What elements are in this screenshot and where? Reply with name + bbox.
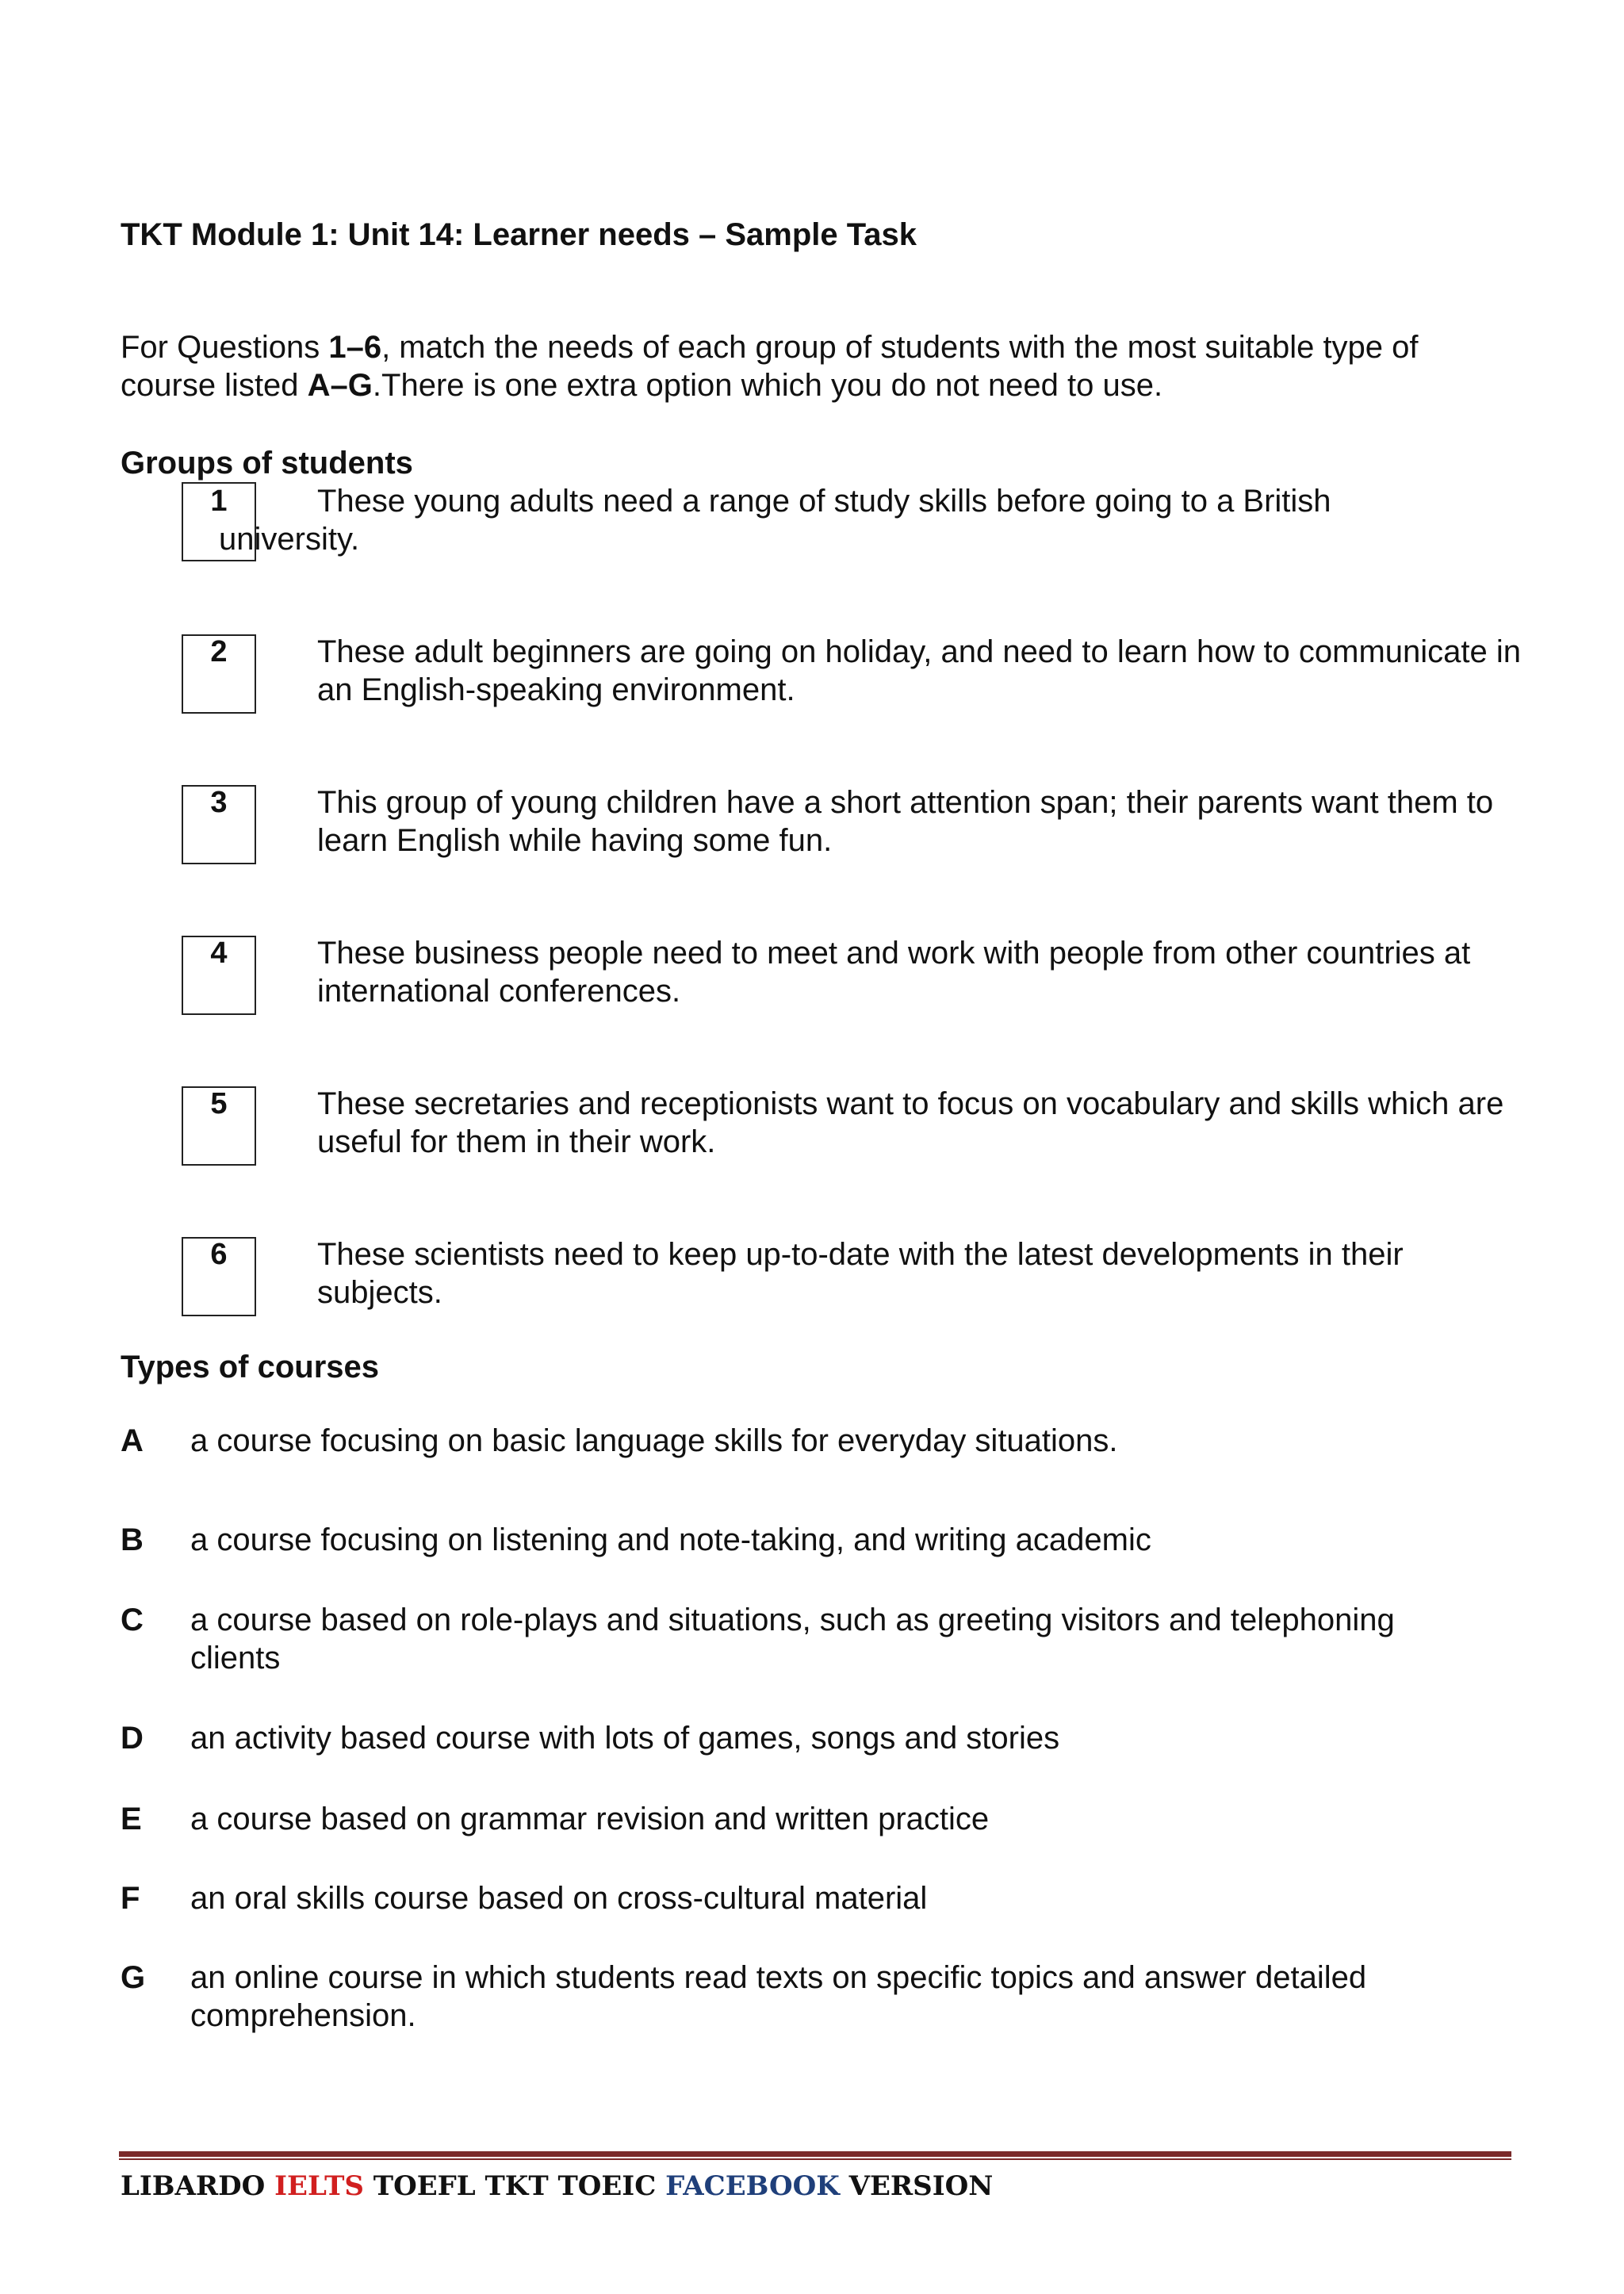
instructions-question-range: 1–6 [328,330,382,365]
question-text: These scientists need to keep up-to-date with the latest developments in their subjects. [317,1237,1404,1310]
option-letter: F [121,1881,140,1916]
option-text: a course based on grammar revision and written practice [190,1802,990,1836]
page-title: TKT Module 1: Unit 14: Learner needs – Sample Task [121,217,917,252]
question-number: 2 [210,635,228,668]
footer-rule [119,2151,1511,2157]
option-letter: G [121,1960,146,1995]
question-number: 4 [210,936,228,970]
footer-facebook: FACEBOOK [665,2170,840,2202]
footer [121,2169,993,2204]
option-text: a course focusing on listening and note-taking, and writing academic [190,1522,1151,1557]
option-text: an oral skills course based on cross-cultural material [190,1881,928,1916]
option-text: an online course in which students read texts on specific topics and answer detailed comprehension. [190,1960,1367,2033]
question-text: These secretaries and receptionists want to focus on vocabulary and skills which are useful for them in their work. [317,1086,1504,1159]
instructions [121,328,1516,404]
question-number: 6 [210,1238,228,1271]
option-letter: B [121,1522,144,1557]
instructions-text: For Questions [121,330,329,365]
option-letter: E [121,1802,142,1836]
question-number: 1 [210,484,228,518]
question-number: 3 [210,786,228,819]
question-text: These adult beginners are going on holiday, and need to learn how to communicate in an English-speaking environment. [317,634,1522,707]
question-text: These business people need to meet and work with people from other countries at international conferences. [317,936,1471,1009]
question-text: This group of young children have a short attention span; their parents want them to learn English while having some fun. [317,785,1494,858]
option-letter: C [121,1603,144,1637]
option-letter: A [121,1423,144,1458]
footer-text: LIBARDO [121,2170,275,2202]
groups-heading: Groups of students [121,446,413,481]
option-text: an activity based course with lots of games, songs and stories [190,1721,1060,1756]
instructions-option-range: A–G [307,368,373,403]
footer-text: TOEFL TKT TOEIC [363,2170,666,2202]
courses-heading: Types of courses [121,1350,380,1384]
option-letter: D [121,1721,144,1756]
question-number: 5 [210,1087,228,1120]
footer-ielts: IELTS [274,2170,364,2202]
option-text: a course focusing on basic language skills for everyday situations. [190,1423,1118,1458]
instructions-text: , match the needs of each group of students with the most suitable type of course listed [121,330,1419,403]
option-text: a course based on role-plays and situations, such as greeting visitors and telephoning clients [190,1603,1395,1676]
question-text-continued: university. [219,522,360,557]
footer-rule-thin [119,2158,1511,2160]
question-text: These young adults need a range of study skills before going to a British [317,484,1331,519]
footer-text: VERSION [839,2170,994,2202]
instructions-text: .There is one extra option which you do not need to use. [372,368,1163,403]
